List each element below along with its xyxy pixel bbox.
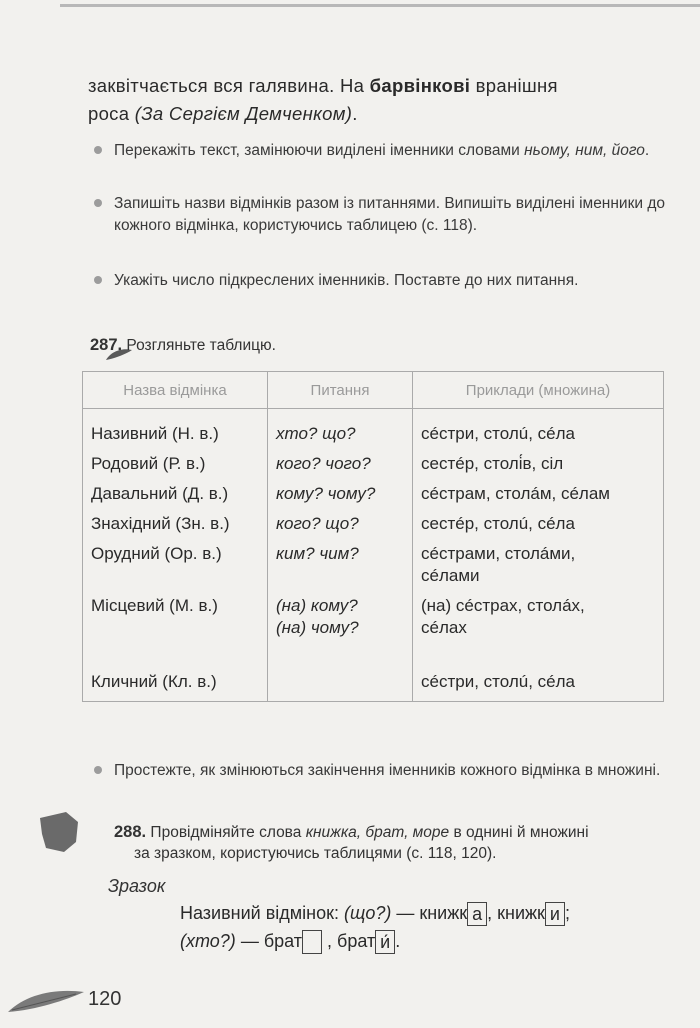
question-line: (на) кому? bbox=[276, 596, 358, 615]
case-question bbox=[268, 509, 413, 539]
case-question bbox=[268, 409, 413, 450]
example-line: сéстрам, столáм, сéлам bbox=[421, 484, 610, 503]
case-examples bbox=[413, 539, 664, 591]
case-examples bbox=[413, 667, 664, 702]
intro-line2-end: . bbox=[352, 103, 358, 124]
cases-table bbox=[82, 371, 664, 702]
sample-label: Зразок bbox=[108, 876, 166, 896]
exercise-287 bbox=[90, 334, 276, 357]
exercise-288-number: 288. bbox=[114, 823, 147, 841]
exercise-288-text-end: в однині й множині bbox=[449, 824, 589, 841]
case-name: Місцевий (М. в.) bbox=[83, 591, 268, 667]
intro-bold-word: барвінкові bbox=[369, 75, 471, 96]
case-question bbox=[268, 539, 413, 591]
table-row bbox=[83, 591, 664, 667]
example-line: (на) сéстрах, столáх, bbox=[421, 596, 585, 615]
exercise-288 bbox=[114, 821, 589, 844]
leaf-icon bbox=[36, 808, 82, 856]
ending-box: и́ bbox=[375, 930, 395, 954]
case-examples bbox=[413, 591, 664, 667]
table-row bbox=[83, 539, 664, 591]
case-examples bbox=[413, 409, 664, 450]
intro-line1-end: вранішня bbox=[470, 75, 558, 96]
header-examples: Приклади (множина) bbox=[413, 372, 664, 409]
sample-text: ; bbox=[564, 902, 570, 923]
header-case: Назва відмінка bbox=[83, 372, 268, 409]
question-line: хто? що? bbox=[276, 424, 356, 443]
sample-question: (що?) bbox=[344, 902, 392, 923]
sample-text: . bbox=[395, 930, 401, 951]
question-line: кому? чому? bbox=[276, 484, 376, 503]
table-row bbox=[83, 449, 664, 479]
intro-line2: роса bbox=[88, 103, 135, 124]
bullet-number: Укажіть число підкреслених іменників. Поставте до них питання. bbox=[114, 270, 666, 292]
intro-line1: заквітчається вся галявина. На bbox=[88, 75, 370, 96]
table-row bbox=[83, 509, 664, 539]
example-line: сестéр, столі́в, сіл bbox=[421, 454, 564, 473]
case-name: Давальний (Д. в.) bbox=[83, 479, 268, 509]
question-line: (на) чому? bbox=[276, 618, 359, 637]
case-name: Орудний (Ор. в.) bbox=[83, 539, 268, 591]
sample-text: Називний відмінок: bbox=[180, 902, 344, 923]
header-question: Питання bbox=[268, 372, 413, 409]
bullet-text: Перекажіть текст, замінюючи виділені іменники словами bbox=[114, 142, 525, 159]
top-rule bbox=[60, 4, 700, 7]
exercise-288-words: книжка, брат, море bbox=[305, 824, 450, 841]
bullet-italic: ньому, ним, його bbox=[524, 142, 645, 159]
case-name: Родовий (Р. в.) bbox=[83, 449, 268, 479]
question-line: кого? чого? bbox=[276, 454, 371, 473]
bullet-end: . bbox=[644, 142, 650, 159]
case-question bbox=[268, 667, 413, 702]
exercise-288-text: Провідміняйте слова bbox=[146, 824, 306, 841]
question-line: ким? чим? bbox=[276, 544, 359, 563]
bullet-retell bbox=[114, 140, 666, 162]
example-line: сéлами bbox=[421, 566, 480, 585]
intro-source: (За Сергієм Демченком) bbox=[134, 103, 353, 124]
case-name: Називний (Н. в.) bbox=[83, 409, 268, 450]
page-number: 120 bbox=[88, 988, 122, 1010]
case-question bbox=[268, 449, 413, 479]
question-line: кого? що? bbox=[276, 514, 359, 533]
ending-box bbox=[302, 930, 322, 954]
case-question bbox=[268, 479, 413, 509]
case-examples bbox=[413, 449, 664, 479]
sample-line-2 bbox=[180, 930, 400, 954]
bullet-write-cases: Запишіть назви відмінків разом із питаннями. Випишіть виділені іменники до кожного відмінка, користуючись таблицею (с. 118). bbox=[114, 193, 666, 237]
case-examples bbox=[413, 479, 664, 509]
case-question bbox=[268, 591, 413, 667]
bullet-observe: Простежте, як змінюються закінчення іменників кожного відмінка в множині. bbox=[114, 760, 666, 782]
sample-text: — брат bbox=[235, 930, 302, 951]
case-examples bbox=[413, 509, 664, 539]
exercise-288-line2: за зразком, користуючись таблицями (с. 118, 120). bbox=[134, 845, 497, 862]
sample-question: (хто?) bbox=[180, 930, 236, 951]
example-line: сéстри, столú, сéла bbox=[421, 672, 575, 691]
sample-line-1 bbox=[180, 902, 570, 926]
feather-quill-icon bbox=[6, 984, 86, 1018]
intro-text bbox=[88, 72, 668, 128]
exercise-287-number: 287. bbox=[90, 336, 123, 354]
sample-text: , брат bbox=[322, 930, 376, 951]
case-name: Знахідний (Зн. в.) bbox=[83, 509, 268, 539]
case-name: Кличний (Кл. в.) bbox=[83, 667, 268, 702]
table-row bbox=[83, 667, 664, 702]
ending-box: а bbox=[467, 902, 487, 926]
example-line: сéстри, столú, сéла bbox=[421, 424, 575, 443]
example-line: сéлах bbox=[421, 618, 467, 637]
ending-box: и bbox=[545, 902, 565, 926]
exercise-287-text: Розгляньте таблицю. bbox=[122, 337, 276, 354]
table-row bbox=[83, 409, 664, 450]
table-row bbox=[83, 479, 664, 509]
example-line: сестéр, столú, сéла bbox=[421, 514, 575, 533]
sample-text: — книжк bbox=[391, 902, 468, 923]
sample-text: , книжк bbox=[487, 902, 545, 923]
example-line: сéстрами, столáми, bbox=[421, 544, 576, 563]
